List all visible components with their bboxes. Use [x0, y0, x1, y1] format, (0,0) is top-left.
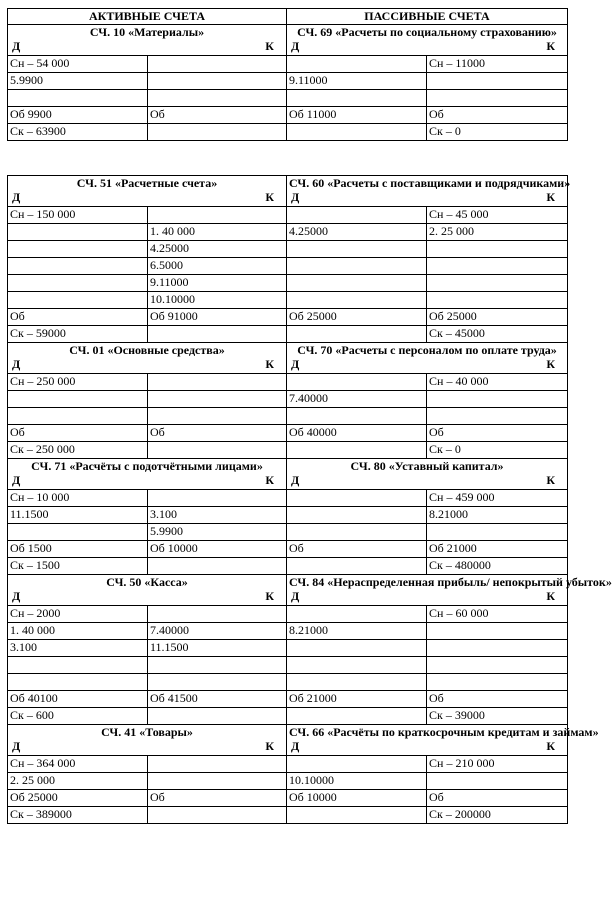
debit-label: Д [291, 357, 300, 371]
ledger-row [8, 391, 568, 408]
left-debit-cell [8, 90, 148, 107]
left-debit-cell: Ск – 59000 [8, 326, 148, 343]
right-credit-cell: Ск – 45000 [427, 326, 568, 343]
left-debit-cell [8, 674, 148, 691]
right-credit-cell: 2. 25 000 [427, 224, 568, 241]
left-account-title: СЧ. 41 «Товары» [101, 725, 193, 739]
debit-label: Д [291, 39, 300, 53]
debit-credit-labels [289, 39, 565, 54]
debit-label: Д [291, 190, 300, 204]
left-account-title: СЧ. 10 «Материалы» [89, 25, 205, 39]
ledger-row [8, 807, 568, 824]
right-debit-cell: Об 11000 [287, 107, 427, 124]
left-account-title: СЧ. 71 «Расчёты с подотчётными лицами» [31, 459, 263, 473]
left-credit-cell [148, 207, 287, 224]
left-debit-cell [8, 241, 148, 258]
left-debit-cell: Сн – 250 000 [8, 374, 148, 391]
account-title-row [8, 575, 568, 606]
left-debit-cell: 2. 25 000 [8, 773, 148, 790]
right-debit-cell [287, 606, 427, 623]
ledger-row [8, 674, 568, 691]
ledger-row [8, 558, 568, 575]
right-debit-cell [287, 657, 427, 674]
left-credit-cell: 9.11000 [148, 275, 287, 292]
left-debit-cell: Сн – 54 000 [8, 56, 148, 73]
right-debit-cell [287, 708, 427, 725]
left-credit-cell: 5.9900 [148, 524, 287, 541]
right-credit-cell [427, 674, 568, 691]
right-account-title: СЧ. 80 «Уставный капитал» [350, 459, 504, 473]
left-credit-cell: 7.40000 [148, 623, 287, 640]
ledger-row [8, 408, 568, 425]
right-account-header [287, 176, 571, 207]
right-credit-cell: Ск – 200000 [427, 807, 568, 824]
left-credit-cell [148, 56, 287, 73]
right-credit-cell: Об [427, 425, 568, 442]
right-account-header [287, 459, 568, 490]
right-credit-cell: Ск – 0 [427, 442, 568, 459]
credit-label: К [265, 473, 275, 487]
right-debit-cell [287, 275, 427, 292]
right-credit-cell [427, 657, 568, 674]
right-credit-cell [427, 292, 568, 309]
left-debit-cell [8, 391, 148, 408]
credit-label: К [546, 357, 556, 371]
left-debit-cell: 5.9900 [8, 73, 148, 90]
ledger-row [8, 326, 568, 343]
debit-credit-labels [10, 473, 284, 488]
right-debit-cell [287, 124, 427, 141]
left-debit-cell [8, 224, 148, 241]
left-credit-cell [148, 90, 287, 107]
left-debit-cell: Об 25000 [8, 790, 148, 807]
right-debit-cell [287, 56, 427, 73]
debit-credit-labels [10, 589, 284, 604]
left-credit-cell: 10.10000 [148, 292, 287, 309]
left-credit-cell: Об [148, 790, 287, 807]
left-debit-cell: Сн – 2000 [8, 606, 148, 623]
left-debit-cell: Сн – 150 000 [8, 207, 148, 224]
account-title-row [8, 343, 568, 374]
left-account-title: СЧ. 50 «Касса» [106, 575, 188, 589]
accounts-table-top [7, 8, 568, 141]
left-credit-cell [148, 490, 287, 507]
right-debit-cell [287, 490, 427, 507]
left-credit-cell [148, 442, 287, 459]
credit-label: К [546, 739, 556, 753]
left-debit-cell: Ск – 389000 [8, 807, 148, 824]
section-headings-row [8, 9, 568, 25]
debit-credit-labels [289, 190, 565, 205]
ledger-row [8, 773, 568, 790]
right-credit-cell: Сн – 60 000 [427, 606, 568, 623]
right-credit-cell: Сн – 40 000 [427, 374, 568, 391]
right-account-title: СЧ. 84 «Нераспределенная прибыль/ непокрытый убыток» [289, 575, 612, 589]
right-account-title: СЧ. 70 «Расчеты с персоналом по оплате труда» [297, 343, 557, 357]
left-debit-cell: Ск – 250 000 [8, 442, 148, 459]
debit-credit-labels [10, 357, 284, 372]
right-debit-cell: Об 10000 [287, 790, 427, 807]
ledger-row [8, 425, 568, 442]
right-debit-cell: 9.11000 [287, 73, 427, 90]
left-credit-cell [148, 773, 287, 790]
credit-label: К [265, 39, 274, 53]
right-debit-cell [287, 442, 427, 459]
right-credit-cell [427, 73, 568, 90]
right-credit-cell: Об [427, 790, 568, 807]
right-credit-cell [427, 90, 568, 107]
right-credit-cell [427, 773, 568, 790]
left-debit-cell: 11.1500 [8, 507, 148, 524]
right-account-header [287, 25, 568, 56]
debit-credit-labels [10, 39, 284, 54]
right-credit-cell [427, 391, 568, 408]
debit-credit-labels [289, 473, 565, 488]
passive-accounts-heading: ПАССИВНЫЕ СЧЕТА [287, 9, 568, 25]
right-debit-cell: 10.10000 [287, 773, 427, 790]
left-debit-cell: Ск – 63900 [8, 124, 148, 141]
right-debit-cell: Об 25000 [287, 309, 427, 326]
left-credit-cell: 4.25000 [148, 241, 287, 258]
left-credit-cell: 11.1500 [148, 640, 287, 657]
ledger-row [8, 507, 568, 524]
ledger-row [8, 73, 568, 90]
right-credit-cell [427, 623, 568, 640]
debit-label: Д [12, 190, 21, 204]
right-credit-cell: Об [427, 691, 568, 708]
right-account-header [287, 343, 568, 374]
ledger-row [8, 490, 568, 507]
ledger-row [8, 524, 568, 541]
active-accounts-heading: АКТИВНЫЕ СЧЕТА [8, 9, 287, 25]
right-credit-cell [427, 275, 568, 292]
right-debit-cell: 8.21000 [287, 623, 427, 640]
left-credit-cell: 1. 40 000 [148, 224, 287, 241]
right-debit-cell [287, 408, 427, 425]
left-credit-cell [148, 657, 287, 674]
right-account-header [287, 725, 599, 756]
left-credit-cell [148, 807, 287, 824]
left-debit-cell: Об [8, 425, 148, 442]
left-credit-cell: Об 41500 [148, 691, 287, 708]
account-title-row [8, 176, 568, 207]
right-credit-cell: Об 21000 [427, 541, 568, 558]
ledger-row [8, 90, 568, 107]
ledger-row [8, 56, 568, 73]
left-account-header [8, 176, 287, 207]
right-debit-cell [287, 674, 427, 691]
ledger-row [8, 691, 568, 708]
left-debit-cell [8, 275, 148, 292]
credit-label: К [265, 357, 275, 371]
ledger-row [8, 606, 568, 623]
debit-credit-labels [10, 739, 284, 754]
credit-label: К [546, 190, 556, 204]
account-title-row [8, 725, 568, 756]
left-debit-cell [8, 292, 148, 309]
left-credit-cell [148, 708, 287, 725]
debit-label: Д [12, 357, 21, 371]
left-credit-cell [148, 73, 287, 90]
ledger-row [8, 640, 568, 657]
debit-label: Д [291, 589, 300, 603]
credit-label: К [546, 39, 556, 53]
right-credit-cell [427, 640, 568, 657]
left-credit-cell [148, 606, 287, 623]
right-debit-cell: 4.25000 [287, 224, 427, 241]
right-debit-cell [287, 524, 427, 541]
right-credit-cell: Ск – 0 [427, 124, 568, 141]
left-account-header [8, 343, 287, 374]
right-credit-cell [427, 241, 568, 258]
right-debit-cell [287, 558, 427, 575]
left-credit-cell: 3.100 [148, 507, 287, 524]
right-credit-cell: Сн – 45 000 [427, 207, 568, 224]
right-credit-cell: Об [427, 107, 568, 124]
right-credit-cell: Сн – 459 000 [427, 490, 568, 507]
left-credit-cell: Об [148, 425, 287, 442]
right-credit-cell [427, 258, 568, 275]
left-debit-cell: Ск – 1500 [8, 558, 148, 575]
ledger-row [8, 708, 568, 725]
left-debit-cell: Об 40100 [8, 691, 148, 708]
right-account-title: СЧ. 66 «Расчёты по краткосрочным кредитам и займам» [289, 725, 599, 739]
left-debit-cell: 1. 40 000 [8, 623, 148, 640]
accounts-table-bottom [7, 175, 612, 824]
left-credit-cell [148, 558, 287, 575]
left-account-header [8, 725, 287, 756]
credit-label: К [546, 589, 556, 603]
left-debit-cell: Сн – 364 000 [8, 756, 148, 773]
left-credit-cell: 6.5000 [148, 258, 287, 275]
right-debit-cell: 7.40000 [287, 391, 427, 408]
right-credit-cell: Ск – 480000 [427, 558, 568, 575]
left-debit-cell: Об 1500 [8, 541, 148, 558]
right-credit-cell: Сн – 210 000 [427, 756, 568, 773]
right-account-title: СЧ. 60 «Расчеты с поставщиками и подрядчиками» [289, 176, 571, 190]
right-debit-cell: Об 21000 [287, 691, 427, 708]
ledger-row [8, 756, 568, 773]
right-credit-cell: Сн – 11000 [427, 56, 568, 73]
ledger-row [8, 292, 568, 309]
debit-credit-labels [289, 357, 565, 372]
right-credit-cell [427, 408, 568, 425]
debit-label: Д [12, 589, 21, 603]
left-credit-cell [148, 391, 287, 408]
debit-label: Д [291, 739, 300, 753]
left-credit-cell: Об [148, 107, 287, 124]
right-debit-cell [287, 507, 427, 524]
ledger-row [8, 124, 568, 141]
debit-credit-labels [10, 190, 284, 205]
right-credit-cell: 8.21000 [427, 507, 568, 524]
right-debit-cell [287, 374, 427, 391]
right-debit-cell [287, 292, 427, 309]
right-debit-cell: Об [287, 541, 427, 558]
left-account-title: СЧ. 51 «Расчетные счета» [76, 176, 218, 190]
left-credit-cell [148, 374, 287, 391]
credit-label: К [265, 739, 275, 753]
right-debit-cell: Об 40000 [287, 425, 427, 442]
left-account-title: СЧ. 01 «Основные средства» [69, 343, 225, 357]
right-account-title: СЧ. 69 «Расчеты по социальному страхованию» [297, 25, 557, 39]
right-debit-cell [287, 207, 427, 224]
right-credit-cell: Ск – 39000 [427, 708, 568, 725]
debit-credit-labels [289, 739, 565, 754]
ledger-row [8, 623, 568, 640]
debit-label: Д [291, 473, 300, 487]
left-debit-cell [8, 524, 148, 541]
left-debit-cell: 3.100 [8, 640, 148, 657]
credit-label: К [265, 190, 275, 204]
left-debit-cell: Сн – 10 000 [8, 490, 148, 507]
ledger-row [8, 107, 568, 124]
debit-label: Д [12, 473, 21, 487]
debit-label: Д [12, 739, 21, 753]
ledger-row [8, 790, 568, 807]
left-account-header [8, 25, 287, 56]
left-credit-cell [148, 124, 287, 141]
right-debit-cell [287, 807, 427, 824]
left-credit-cell [148, 674, 287, 691]
left-debit-cell [8, 408, 148, 425]
debit-label: Д [12, 39, 21, 53]
right-debit-cell [287, 640, 427, 657]
debit-credit-labels [289, 589, 565, 604]
right-debit-cell [287, 756, 427, 773]
ledger-row [8, 541, 568, 558]
left-debit-cell [8, 258, 148, 275]
left-account-header [8, 575, 287, 606]
right-debit-cell [287, 258, 427, 275]
right-debit-cell [287, 241, 427, 258]
ledger-row [8, 241, 568, 258]
ledger-row [8, 224, 568, 241]
left-credit-cell [148, 408, 287, 425]
right-credit-cell [427, 524, 568, 541]
ledger-row [8, 442, 568, 459]
left-debit-cell: Об 9900 [8, 107, 148, 124]
right-debit-cell [287, 90, 427, 107]
ledger-row [8, 275, 568, 292]
ledger-row [8, 258, 568, 275]
ledger-row [8, 207, 568, 224]
credit-label: К [265, 589, 275, 603]
right-account-header [287, 575, 612, 606]
left-credit-cell [148, 756, 287, 773]
right-debit-cell [287, 326, 427, 343]
account-title-row [8, 459, 568, 490]
left-debit-cell [8, 657, 148, 674]
ledger-row [8, 657, 568, 674]
ledger-row [8, 374, 568, 391]
left-debit-cell: Ск – 600 [8, 708, 148, 725]
right-credit-cell: Об 25000 [427, 309, 568, 326]
ledger-row [8, 309, 568, 326]
left-credit-cell [148, 326, 287, 343]
left-debit-cell: Об [8, 309, 148, 326]
left-credit-cell: Об 91000 [148, 309, 287, 326]
credit-label: К [546, 473, 556, 487]
left-credit-cell: Об 10000 [148, 541, 287, 558]
account-title-row [8, 25, 568, 56]
left-account-header [8, 459, 287, 490]
